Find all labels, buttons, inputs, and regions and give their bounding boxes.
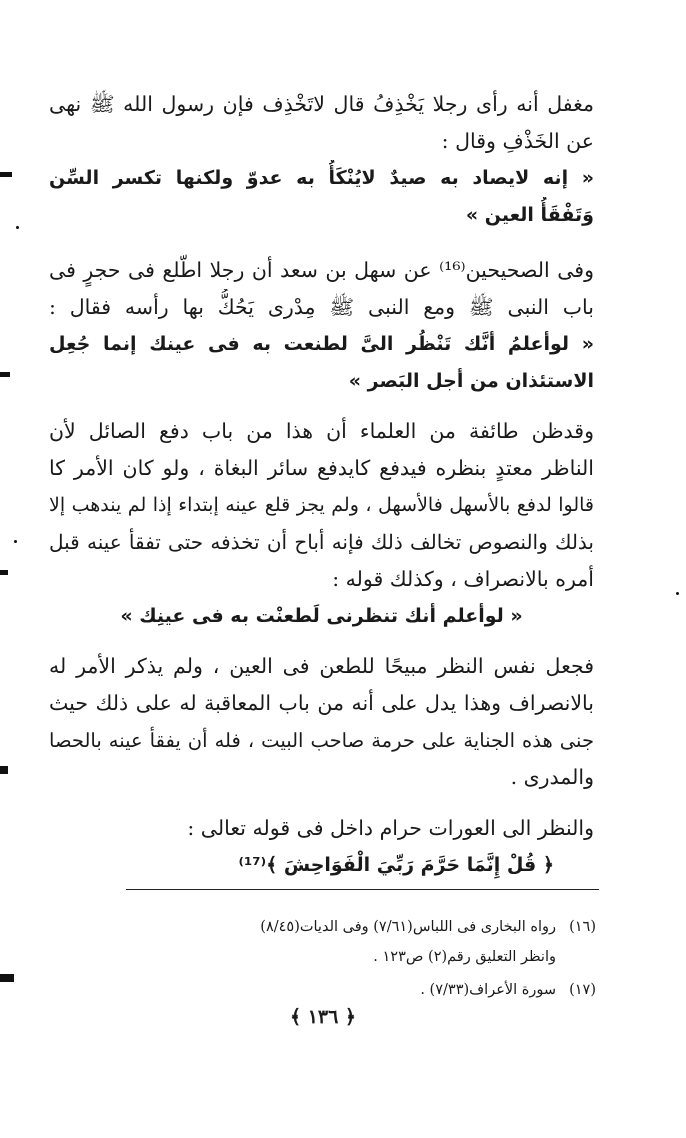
scan-mark [0, 172, 12, 177]
hadith-quote-line: الاستئذان من أجل البَصر » [348, 370, 594, 392]
scan-mark [0, 372, 10, 377]
text-line: باب النبى ﷺ ومع النبى ﷺ مِدْرى يَحُكُّ بها رأسه فقال : [49, 295, 594, 319]
scan-mark [0, 570, 8, 575]
hadith-quote-line: « لوأعلمُ أنَّك تَنْظُر الىَّ لطنعت به فى عينك إنما جُعِل [49, 333, 594, 355]
text-line: مغفل أنه رأى رجلا يَخْذِفُ قال لاتَخْذِف فإن رسول الله ﷺ نهى [49, 92, 594, 116]
scan-mark [0, 766, 8, 774]
text-line: وقدظن طائفة من العلماء أن هذا من باب دفع الصائل لأن [49, 419, 594, 443]
footnote-text: سورة الأعراف(٧/٣٣) . [420, 982, 556, 998]
text-line: والمدرى . [510, 765, 594, 789]
text-line: فجعل نفس النظر مبيحًا للطعن فى العين ، ولم يذكر الأمر له [49, 654, 594, 678]
text-line: أمره بالانصراف ، وكذلك قوله : [332, 567, 594, 591]
paragraph-3 [49, 413, 594, 635]
hadith-quote-line: وَتَفْقَأُ العين » [465, 204, 594, 226]
footnote-number: (١٦) [569, 919, 596, 935]
hadith-quote-line: « إنه لايصاد به صيدٌ لايُنْكَأُ به عدوّ ولكنها تكسر السِّن [49, 167, 594, 189]
text-line: الناظر معتدٍ بنظره فيدفع كايدفع سائر البغاة ، ولو كان الأمر كا [49, 456, 594, 480]
page-number: ﴿ ١٣٦ ﴾ [289, 1006, 357, 1028]
footnote-separator [126, 889, 599, 890]
scan-dot [16, 226, 19, 229]
text-line: جنى هذه الجناية على حرمة صاحب البيت ، فله أن يفقأ عينه بالحصا [49, 729, 594, 752]
hadith-quote-line: « لوأعلم أنك تنظرنى لَطعنْت به فى عينِك » [120, 605, 523, 627]
text-line: والنظر الى العورات حرام داخل فى قوله تعالى : [187, 816, 594, 840]
footnote-number: (١٧) [569, 982, 596, 998]
paragraph-1 [49, 86, 594, 234]
text-line: عن الخَذْفِ وقال : [441, 129, 594, 153]
paragraph-5 [49, 810, 594, 884]
scan-dot [14, 540, 17, 543]
text-line: وفى الصحيحين⁽¹⁶⁾ عن سهل بن سعد أن رجلا اطّلع فى حجرٍ فى [49, 258, 594, 282]
footnote-text: وانظر التعليق رقم(٢) ص١٢٣ . [373, 949, 556, 965]
quran-verse-line: ﴿ قُلْ إِنَّمَا حَرَّمَ رَبِّيَ الْفَوَاحِشَ ﴾⁽¹⁷⁾ [238, 854, 554, 876]
paragraph-2 [49, 252, 594, 400]
footnote-16-continued [126, 942, 596, 972]
paragraph-4 [49, 648, 594, 796]
scan-dot [676, 592, 679, 595]
footnote-text: رواه البخارى فى اللباس(٧/٦١) وفى الديات(٨/٤٥) [260, 919, 556, 935]
footnote-17 [126, 975, 596, 1005]
scan-mark [0, 974, 14, 982]
text-line: بالانصراف وهذا يدل على أنه من باب المعاقبة له على ذلك حيث [49, 691, 594, 715]
text-line: بذلك والنصوص تخالف ذلك فإنه أباح أن تخذفه حتى تفقأ عينه قبل [49, 530, 594, 554]
footnote-16 [126, 912, 596, 942]
text-line: قالوا لدفع بالأسهل فالأسهل ، ولم يجز قلع عينه إبتداء إذا لم يندهب إلا [49, 494, 594, 516]
